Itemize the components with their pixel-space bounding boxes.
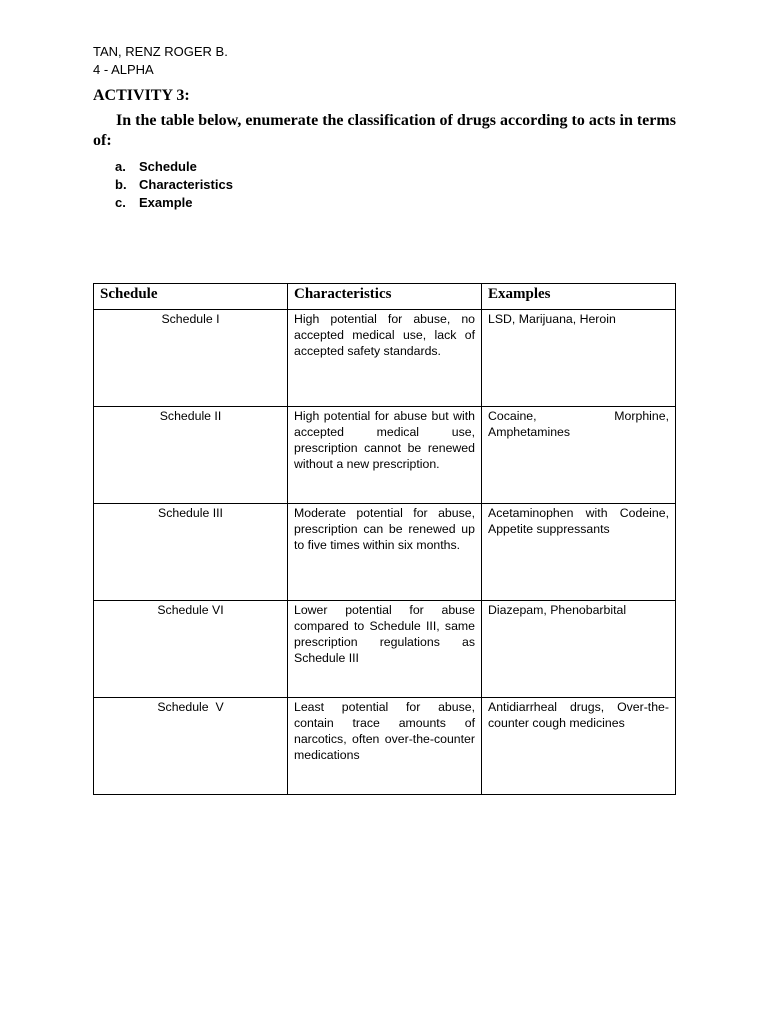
cell-schedule: Schedule VI xyxy=(94,601,288,698)
table-row xyxy=(94,698,676,795)
criteria-item xyxy=(115,194,233,212)
cell-examples: Antidiarrheal drugs, Over-the-counter cough medicines xyxy=(482,698,676,795)
cell-examples: LSD, Marijuana, Heroin xyxy=(482,310,676,407)
criteria-list xyxy=(115,158,233,212)
cell-characteristics: High potential for abuse, no accepted medical use, lack of accepted safety standards. xyxy=(288,310,482,407)
cell-examples: Cocaine, Morphine, Amphetamines xyxy=(482,407,676,504)
header-characteristics: Characteristics xyxy=(288,284,482,310)
table-row xyxy=(94,310,676,407)
drug-classification-table xyxy=(93,283,676,795)
table-header-row xyxy=(94,284,676,310)
criteria-marker: b. xyxy=(115,177,127,192)
activity-title: ACTIVITY 3: xyxy=(93,87,190,104)
criteria-marker: a. xyxy=(115,159,126,174)
cell-characteristics: Moderate potential for abuse, prescription can be renewed up to five times within six months. xyxy=(288,504,482,601)
cell-examples: Acetaminophen with Codeine, Appetite suppressants xyxy=(482,504,676,601)
cell-schedule: Schedule III xyxy=(94,504,288,601)
criteria-label: Example xyxy=(139,195,193,210)
criteria-item xyxy=(115,176,233,194)
student-name: TAN, RENZ ROGER B. xyxy=(93,44,228,59)
criteria-label: Characteristics xyxy=(139,177,233,192)
activity-instruction: In the table below, enumerate the classification of drugs according to acts in terms of: xyxy=(93,112,676,149)
criteria-item xyxy=(115,158,233,176)
cell-characteristics: Lower potential for abuse compared to Schedule III, same prescription regulations as Schedule III xyxy=(288,601,482,698)
cell-examples: Diazepam, Phenobarbital xyxy=(482,601,676,698)
cell-schedule: Schedule V xyxy=(94,698,288,795)
table-row xyxy=(94,504,676,601)
header-schedule: Schedule xyxy=(94,284,288,310)
cell-schedule: Schedule II xyxy=(94,407,288,504)
student-section: 4 - ALPHA xyxy=(93,62,154,77)
criteria-label: Schedule xyxy=(139,159,197,174)
cell-schedule: Schedule I xyxy=(94,310,288,407)
table-row xyxy=(94,601,676,698)
table-row xyxy=(94,407,676,504)
cell-characteristics: Least potential for abuse, contain trace amounts of narcotics, often over-the-counter medications xyxy=(288,698,482,795)
cell-characteristics: High potential for abuse but with accepted medical use, prescription cannot be renewed without a new prescription. xyxy=(288,407,482,504)
criteria-marker: c. xyxy=(115,195,126,210)
header-examples: Examples xyxy=(482,284,676,310)
